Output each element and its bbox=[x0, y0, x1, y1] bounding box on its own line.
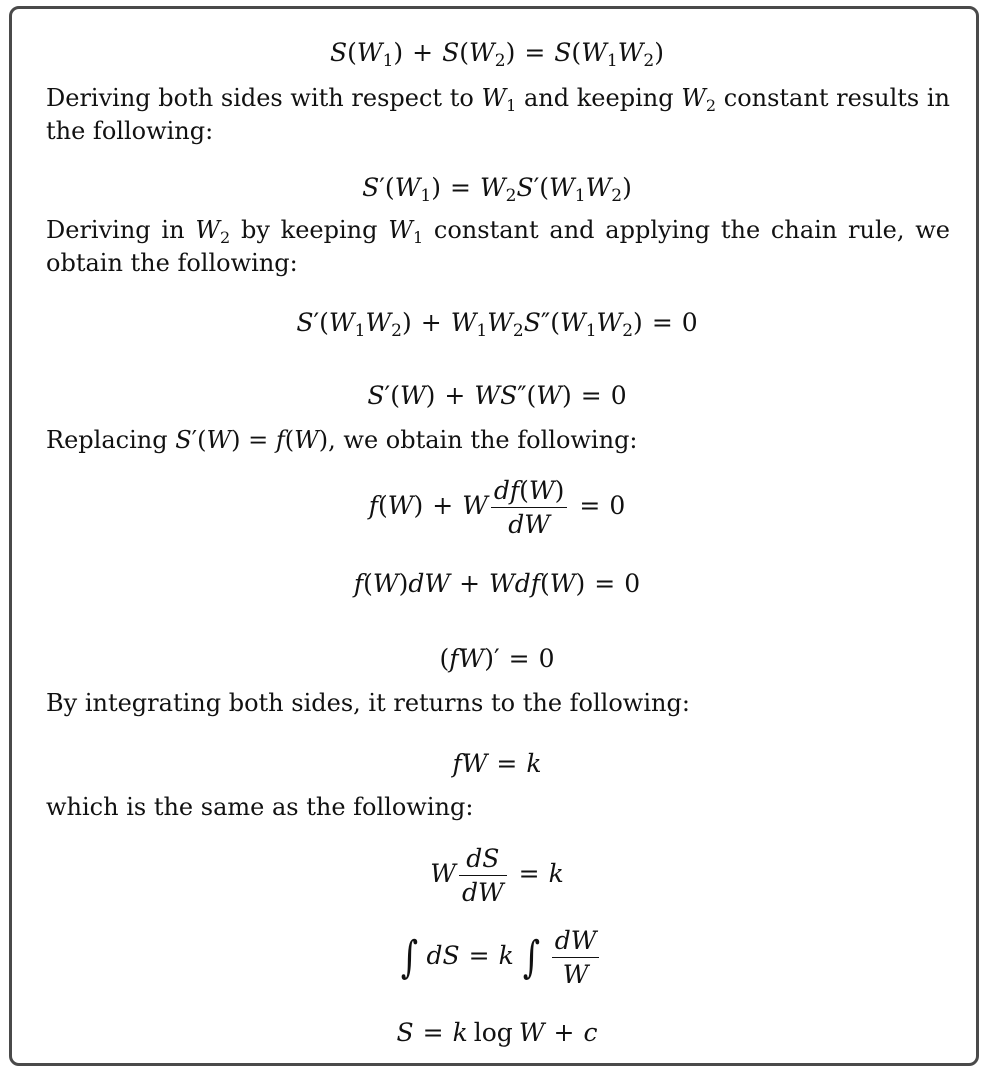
equation-derivative-w1: $S'(W_1) = W_2S'(W_1W_2)$ bbox=[362, 173, 632, 206]
paragraph-derive-w1: Deriving both sides with respect to $W_1$ and keeping $W_2$ constant results in the following: bbox=[46, 84, 951, 145]
equation-chain-rule: $S'(W_1W_2) + W_1W_2S''(W_1W_2) = 0$ bbox=[296, 308, 698, 341]
equation-integral: ∫ dS = k ∫ $\frac{dW}{W}$ bbox=[0, 928, 994, 987]
equation-entropy-formula: S = k log W + c bbox=[396, 1018, 598, 1047]
equation-product-derivative: (fW)′ = 0 bbox=[439, 644, 555, 673]
paragraph-derive-w2: Deriving in $W_2$ by keeping $W_1$ constant and applying the chain rule, we obtain the following: bbox=[46, 216, 950, 277]
paragraph-same-as: which is the same as the following: bbox=[46, 793, 474, 821]
paragraph-integrating: By integrating both sides, it returns to the following: bbox=[46, 689, 690, 717]
paragraph-replacing: Replacing S′(W) = f(W), we obtain the following: bbox=[46, 426, 638, 454]
equation-ds-dw: W $\frac{dS}{dW}$ = k bbox=[430, 844, 564, 907]
equation-differential-form: f(W)dW + Wdf(W) = 0 bbox=[353, 569, 641, 598]
equation-simplified: S′(W) + WS″(W) = 0 bbox=[367, 381, 627, 410]
equation-additivity: $S(W_1) + S(W_2) = S(W_1W_2)$ bbox=[329, 38, 665, 71]
equation-constant: fW = k bbox=[452, 749, 542, 778]
equation-substituted: f(W) + W $\frac{df(W)}{dW}$ = 0 bbox=[368, 476, 626, 539]
